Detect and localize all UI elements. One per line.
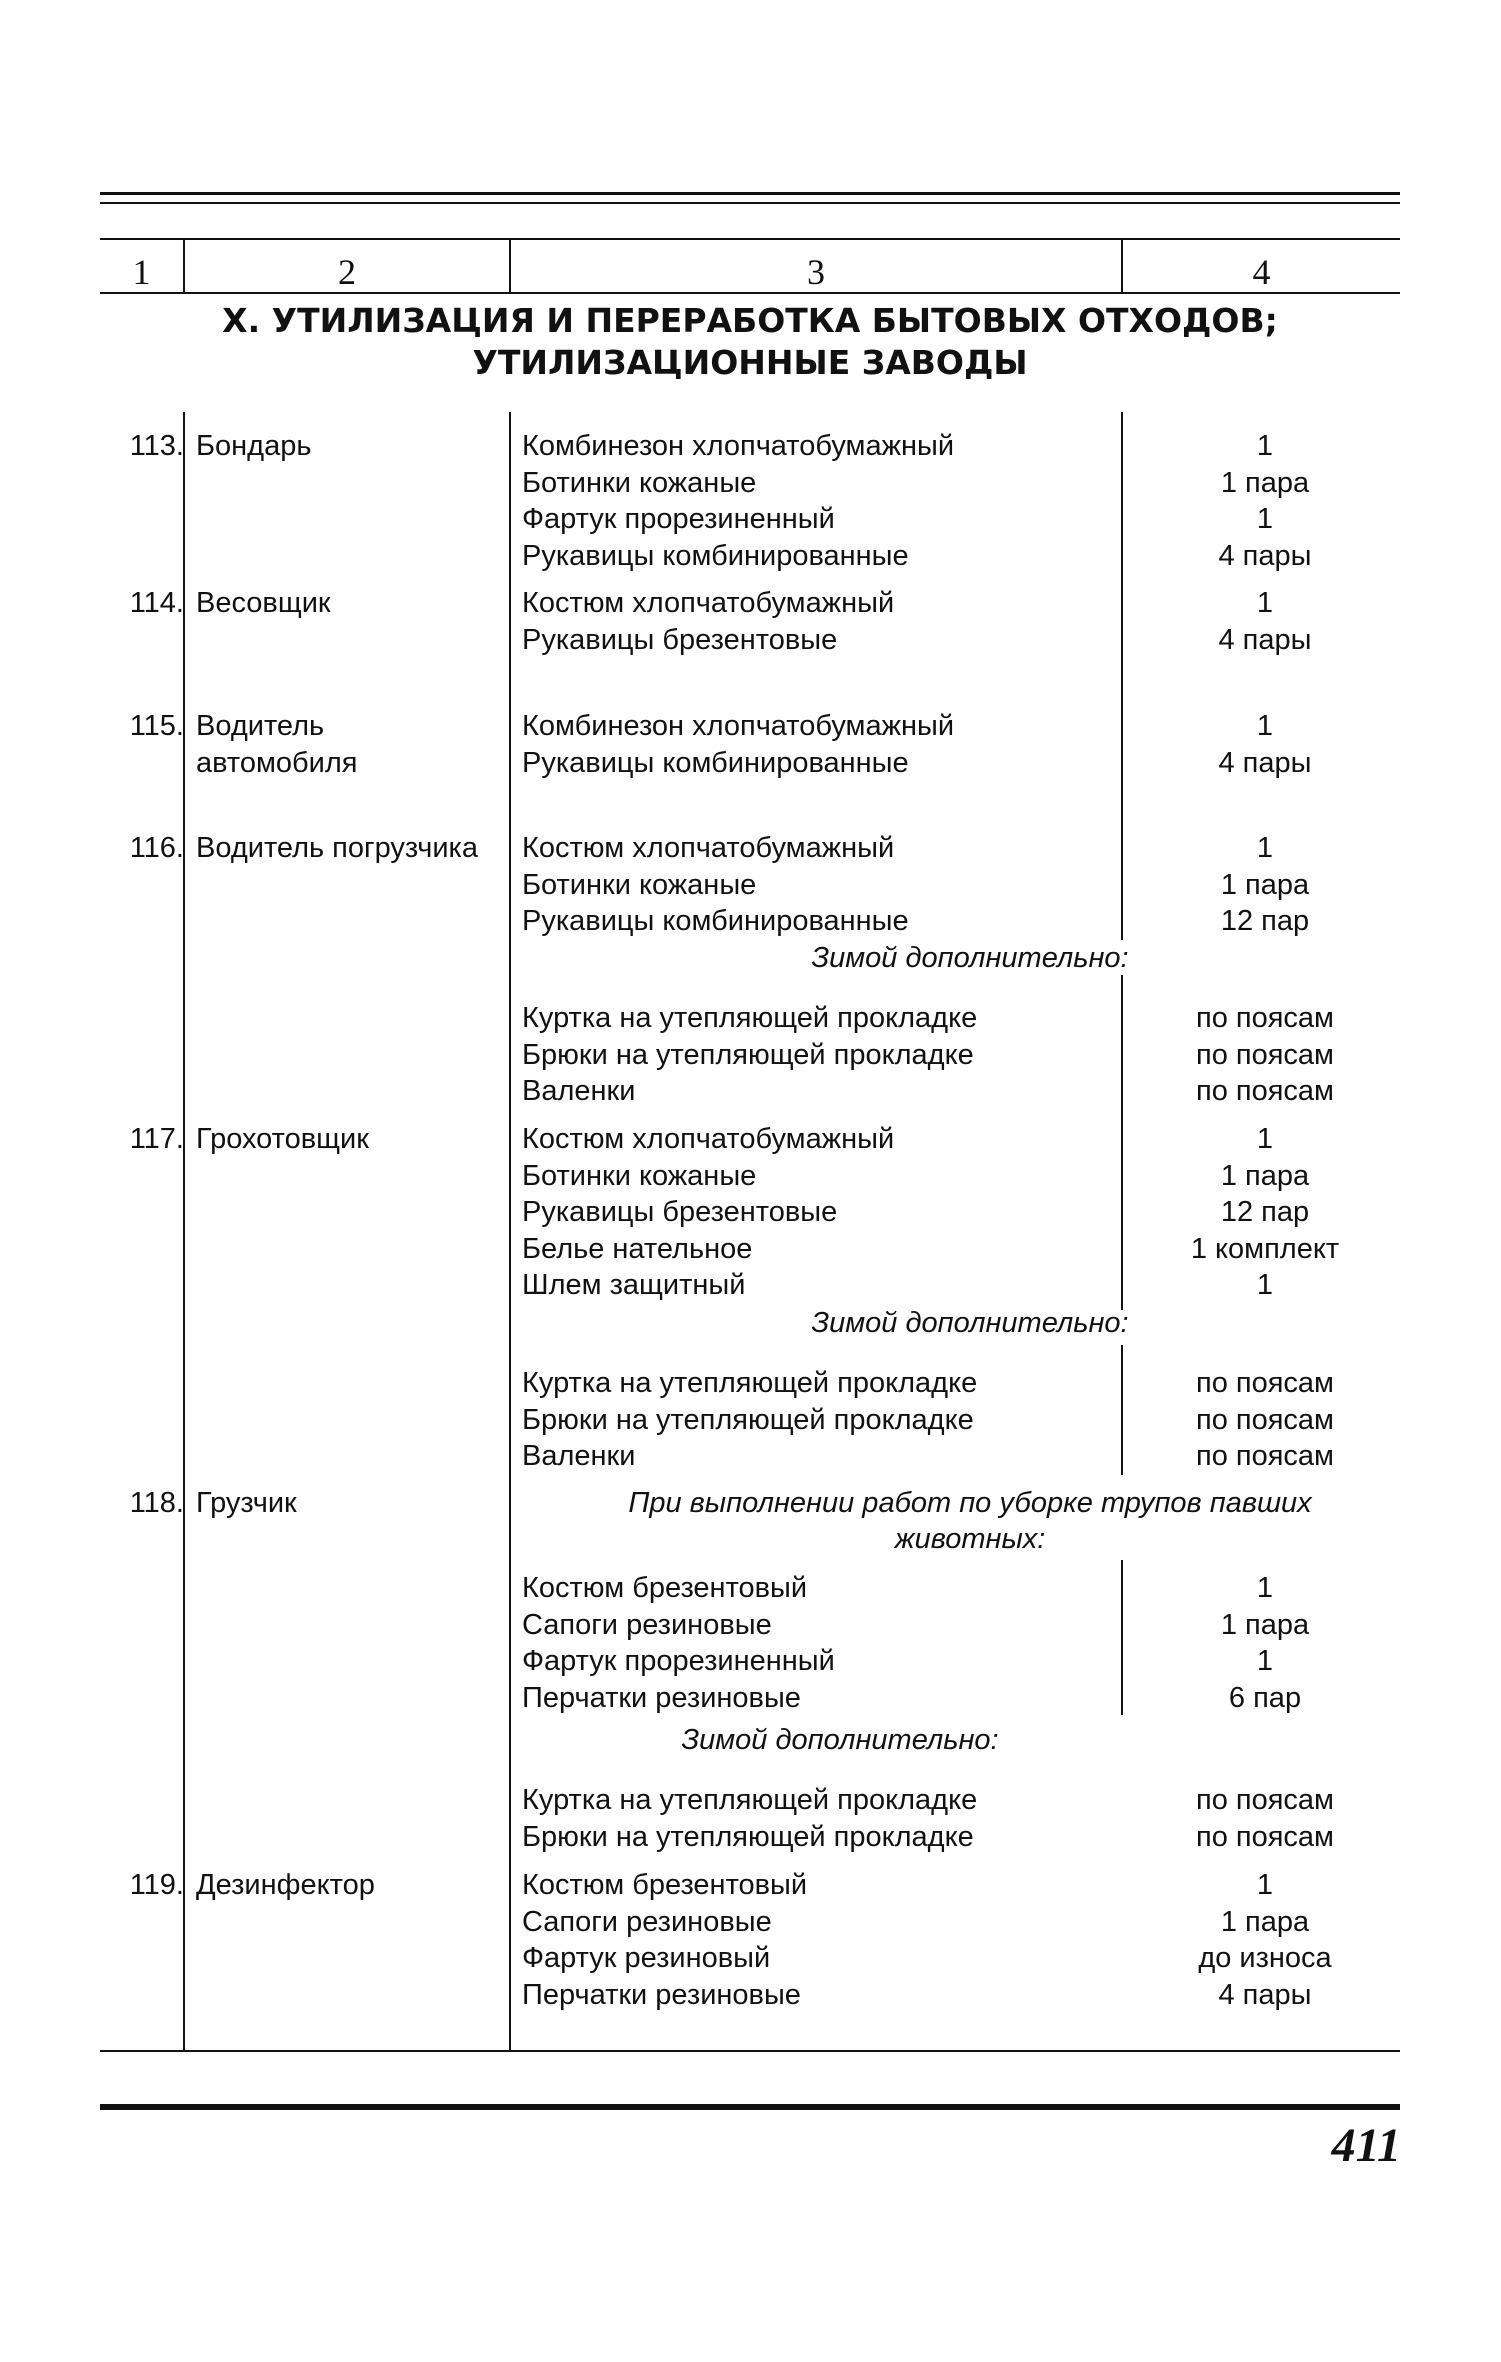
row-113-qty-4: 4 пары <box>1218 540 1312 572</box>
header-col-3: 3 <box>807 252 825 292</box>
header-top-line <box>100 238 1400 240</box>
body-divider-2 <box>509 412 511 2052</box>
row-114-qty-1: 1 <box>1256 587 1274 619</box>
row-113-occupation: Бондарь <box>196 430 312 462</box>
row-118-winter-qty-1: по поясам <box>1196 1784 1334 1816</box>
row-116-qty-3: 12 пар <box>1220 905 1310 937</box>
row-116-occupation: Водитель погрузчика <box>196 832 478 864</box>
row-118-occupation: Грузчик <box>196 1487 297 1519</box>
row-116-item-1: Костюм хлопчатобумажный <box>522 832 895 864</box>
row-116-item-3: Рукавицы комбинированные <box>522 905 909 937</box>
row-114-item-2: Рукавицы брезентовые <box>522 624 838 656</box>
row-116-winter-item-2: Брюки на утепляющей прокладке <box>522 1039 974 1071</box>
row-117-winter-qty-2: по поясам <box>1196 1404 1334 1436</box>
row-119-number: 119. <box>129 1869 184 1901</box>
row-117-item-2: Ботинки кожаные <box>522 1160 757 1192</box>
row-118-qty-3: 1 <box>1256 1645 1274 1677</box>
row-114-number: 114. <box>129 587 184 619</box>
row-118-winter-qty-2: по поясам <box>1196 1821 1334 1853</box>
header-col-1: 1 <box>132 252 151 292</box>
row-116-qty-2: 1 пара <box>1220 869 1310 901</box>
row-119-occupation: Дезинфектор <box>196 1869 375 1901</box>
row-115-item-2: Рукавицы комбинированные <box>522 747 909 779</box>
row-116-item-2: Ботинки кожаные <box>522 869 757 901</box>
row-116-winter-qty-3: по поясам <box>1196 1075 1334 1107</box>
row-118-condition-line-2: животных: <box>894 1523 1046 1555</box>
row-116-winter-note: Зимой дополнительно: <box>811 942 1129 974</box>
row-119-qty-4: 4 пары <box>1218 1979 1312 2011</box>
row-117-item-1: Костюм хлопчатобумажный <box>522 1123 895 1155</box>
row-116-winter-item-3: Валенки <box>522 1075 636 1107</box>
row-118-winter-note: Зимой дополнительно: <box>681 1724 999 1756</box>
row-117-qty-1: 1 <box>1256 1123 1274 1155</box>
row-113-item-4: Рукавицы комбинированные <box>522 540 909 572</box>
top-rule-1 <box>100 192 1400 195</box>
row-116-winter-qty-2: по поясам <box>1196 1039 1334 1071</box>
row-115-qty-2: 4 пары <box>1218 747 1312 779</box>
row-117-occupation: Грохотовщик <box>196 1123 369 1155</box>
table-bottom-line <box>100 2050 1400 2052</box>
row-113-item-1: Комбинезон хлопчатобумажный <box>522 430 955 462</box>
row-118-item-3: Фартук прорезиненный <box>522 1645 835 1677</box>
row-115-occupation-line-1: Водитель <box>196 710 325 742</box>
row-117-winter-note: Зимой дополнительно: <box>811 1307 1129 1339</box>
row-119-qty-1: 1 <box>1256 1869 1274 1901</box>
row-117-winter-qty-1: по поясам <box>1196 1367 1334 1399</box>
row-117-item-5: Шлем защитный <box>522 1269 746 1301</box>
row-113-qty-2: 1 пара <box>1220 467 1310 499</box>
row-115-qty-1: 1 <box>1256 710 1274 742</box>
row-113-number: 113. <box>129 430 184 462</box>
row-119-item-4: Перчатки резиновые <box>522 1979 801 2011</box>
row-117-winter-item-3: Валенки <box>522 1440 636 1472</box>
top-rule-2 <box>100 202 1400 204</box>
row-119-item-2: Сапоги резиновые <box>522 1906 772 1938</box>
row-118-qty-2: 1 пара <box>1220 1609 1310 1641</box>
page-number: 411 <box>1331 2119 1401 2172</box>
row-114-item-1: Костюм хлопчатобумажный <box>522 587 895 619</box>
body-divider-1 <box>183 412 185 2052</box>
row-119-item-1: Костюм брезентовый <box>522 1869 808 1901</box>
row-116-winter-qty-1: по поясам <box>1196 1002 1334 1034</box>
row-118-qty-1: 1 <box>1256 1572 1274 1604</box>
row-119-qty-2: 1 пара <box>1220 1906 1310 1938</box>
row-118-item-1: Костюм брезентовый <box>522 1572 808 1604</box>
row-113-qty-3: 1 <box>1256 503 1274 535</box>
header-col-4: 4 <box>1252 252 1271 292</box>
row-117-number: 117. <box>129 1123 184 1155</box>
row-118-condition-line-1: При выполнении работ по уборке трупов павших <box>628 1487 1312 1519</box>
row-117-winter-qty-3: по поясам <box>1196 1440 1334 1472</box>
row-118-winter-item-1: Куртка на утепляющей прокладке <box>522 1784 978 1816</box>
footer-rule <box>100 2104 1400 2110</box>
row-118-number: 118. <box>129 1487 184 1519</box>
row-118-item-2: Сапоги резиновые <box>522 1609 772 1641</box>
row-115-occupation-line-2: автомобиля <box>196 747 358 779</box>
row-116-winter-item-1: Куртка на утепляющей прокладке <box>522 1002 978 1034</box>
row-118-winter-item-2: Брюки на утепляющей прокладке <box>522 1821 974 1853</box>
row-119-qty-3: до износа <box>1198 1942 1332 1974</box>
row-118-item-4: Перчатки резиновые <box>522 1682 801 1714</box>
row-117-item-3: Рукавицы брезентовые <box>522 1196 838 1228</box>
row-117-winter-item-2: Брюки на утепляющей прокладке <box>522 1404 974 1436</box>
row-115-number: 115. <box>129 710 184 742</box>
row-116-number: 116. <box>129 832 184 864</box>
row-117-qty-2: 1 пара <box>1220 1160 1310 1192</box>
row-117-item-4: Белье нательное <box>522 1233 753 1265</box>
row-113-item-3: Фартук прорезиненный <box>522 503 835 535</box>
row-117-qty-5: 1 <box>1256 1269 1274 1301</box>
header-col-2: 2 <box>338 252 356 292</box>
row-114-qty-2: 4 пары <box>1218 624 1312 656</box>
row-113-qty-1: 1 <box>1256 430 1274 462</box>
row-117-qty-3: 12 пар <box>1220 1196 1310 1228</box>
row-118-qty-4: 6 пар <box>1228 1682 1302 1714</box>
row-117-qty-4: 1 комплект <box>1190 1233 1340 1265</box>
section-title-line-2: УТИЛИЗАЦИОННЫЕ ЗАВОДЫ <box>472 343 1028 382</box>
row-116-qty-1: 1 <box>1256 832 1274 864</box>
row-113-item-2: Ботинки кожаные <box>522 467 757 499</box>
row-114-occupation: Весовщик <box>196 587 331 619</box>
row-115-item-1: Комбинезон хлопчатобумажный <box>522 710 955 742</box>
row-119-item-3: Фартук резиновый <box>522 1942 771 1974</box>
row-117-winter-item-1: Куртка на утепляющей прокладке <box>522 1367 978 1399</box>
section-title-line-1: X. УТИЛИЗАЦИЯ И ПЕРЕРАБОТКА БЫТОВЫХ ОТХОДОВ; <box>222 301 1278 340</box>
